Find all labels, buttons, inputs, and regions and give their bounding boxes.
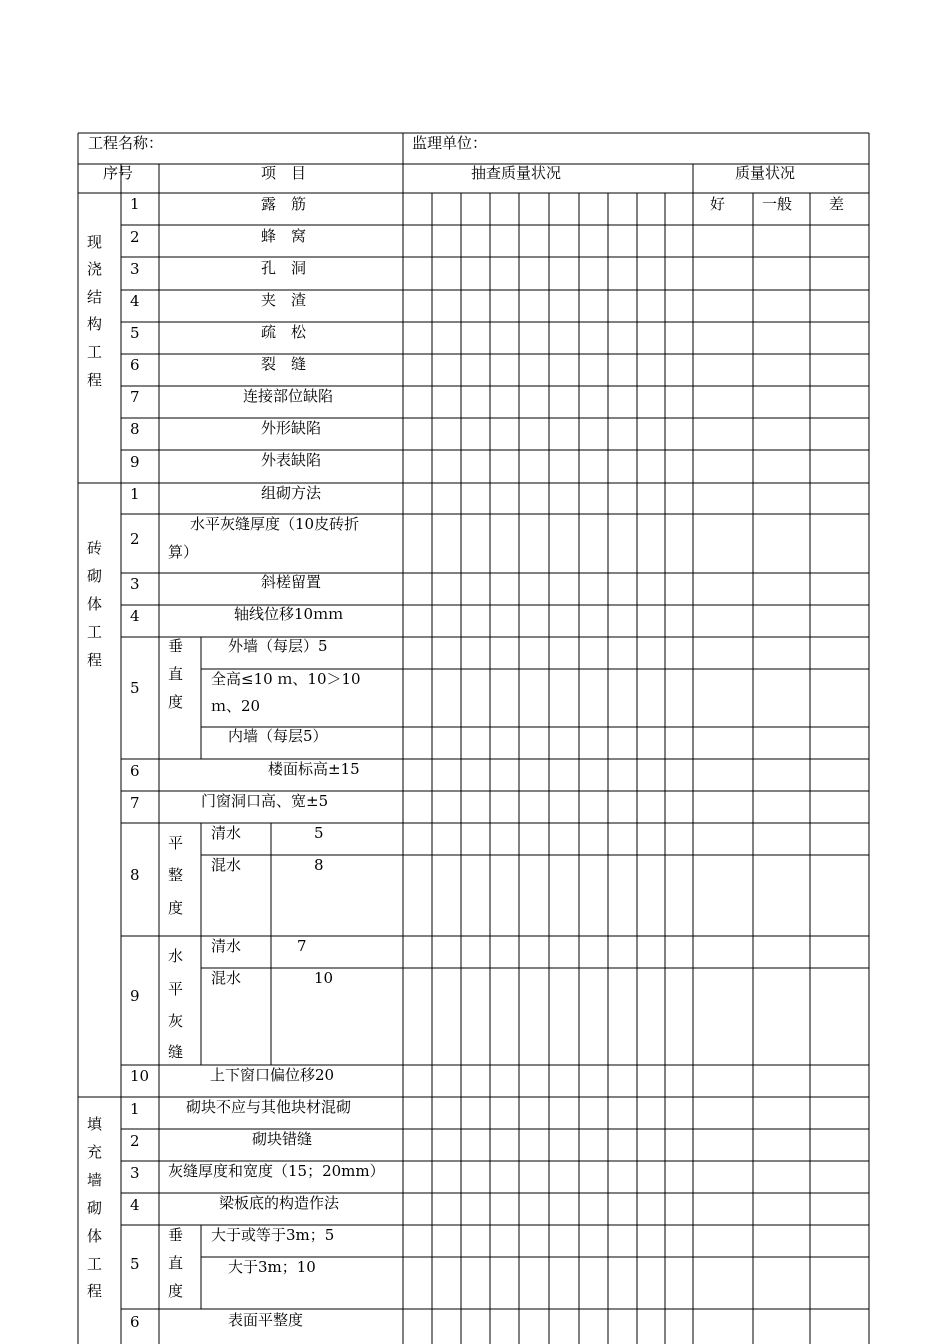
sub-row-value: 7 (297, 937, 307, 955)
sub-row-value: 8 (314, 856, 324, 874)
sub-row-label: 混水 (211, 969, 242, 987)
supervisor-label: 监理单位： (412, 134, 488, 152)
row-number: 9 (130, 453, 140, 471)
row-number: 8 (130, 866, 140, 884)
row-label: 夹 渣 (261, 291, 307, 309)
sub-row-label: 清水 (211, 824, 242, 842)
sub-row-label: 大于或等于3m；5 (211, 1226, 335, 1244)
row-label: 外形缺陷 (261, 419, 322, 437)
section-name-char: 工 (87, 343, 103, 361)
project-name-label: 工程名称： (88, 134, 164, 152)
row-number: 6 (130, 762, 140, 780)
sub-row-label: 清水 (211, 937, 242, 955)
row-number: 1 (130, 1100, 140, 1118)
row-label: 裂 缝 (261, 355, 307, 373)
row-number: 2 (130, 1132, 140, 1150)
col-header-item: 项 目 (261, 164, 307, 182)
section-name-char: 砌 (87, 567, 103, 585)
row-label: 轴线位移10ｍｍ (234, 605, 344, 623)
group-label-char: 垂 (168, 637, 184, 655)
col-header-poor: 差 (829, 195, 845, 213)
section-name-char: 砖 (87, 539, 103, 557)
section-name-char: 墙 (87, 1171, 103, 1189)
sub-row-label-line2: ｍ、20 (211, 697, 261, 715)
row-label: 疏 松 (261, 323, 307, 341)
row-number: 6 (130, 1313, 140, 1331)
row-label: 孔 洞 (261, 259, 307, 277)
group-label-char: 直 (168, 1254, 184, 1272)
row-label: 楼面标高±15 (268, 760, 360, 778)
row-number: 2 (130, 530, 140, 548)
row-label: 门窗洞口高、宽±5 (201, 792, 329, 810)
section-name-char: 现 (87, 233, 103, 251)
row-label: 组砌方法 (261, 484, 322, 502)
row-number: 7 (130, 388, 140, 406)
sub-row-label: 内墙（每层5） (228, 727, 328, 745)
row-number: 7 (130, 794, 140, 812)
section-name-char: 程 (87, 1282, 103, 1300)
col-header-quality: 质量状况 (735, 164, 796, 182)
section-name-char: 填 (87, 1115, 103, 1133)
group-label-char: 直 (168, 665, 184, 683)
row-label: 蜂 窝 (261, 227, 307, 245)
row-number: 4 (130, 292, 140, 310)
group-label-char: 度 (168, 1282, 184, 1300)
col-header-sampling: 抽查质量状况 (471, 164, 562, 182)
row-number: 4 (130, 607, 140, 625)
row-number: 6 (130, 356, 140, 374)
row-number: 10 (130, 1067, 150, 1085)
group-label-char: 整 (168, 866, 184, 884)
row-number: 3 (130, 1164, 140, 1182)
group-label-char: 度 (168, 693, 184, 711)
row-number: 3 (130, 575, 140, 593)
section-name-char: 砌 (87, 1199, 103, 1217)
section-name-char: 程 (87, 651, 103, 669)
col-header-good: 好 (710, 195, 726, 213)
group-label-char: 度 (168, 899, 184, 917)
row-label: 露 筋 (261, 195, 307, 213)
row-number: 5 (130, 1255, 140, 1273)
row-label: 梁板底的构造作法 (219, 1194, 340, 1212)
row-label: 砌块不应与其他块材混砌 (186, 1098, 352, 1116)
sub-row-value: 5 (314, 824, 324, 842)
row-number: 9 (130, 987, 140, 1005)
row-number: 8 (130, 420, 140, 438)
group-label-char: 垂 (168, 1226, 184, 1244)
section-name-char: 结 (87, 288, 103, 306)
section-name-char: 浇 (87, 260, 103, 278)
row-number: 5 (130, 324, 140, 342)
sub-row-value: 10 (314, 969, 334, 987)
row-number: 1 (130, 195, 140, 213)
col-header-seq: 序号 (103, 164, 134, 182)
row-number: 2 (130, 228, 140, 246)
section-name-char: 程 (87, 371, 103, 389)
row-number: 5 (130, 679, 140, 697)
section-name-char: 体 (87, 595, 103, 613)
sub-row-label: 混水 (211, 856, 242, 874)
group-label-char: 水 (168, 947, 184, 965)
row-label: 连接部位缺陷 (243, 387, 334, 405)
row-label-line1: 水平灰缝厚度（10皮砖折 (190, 515, 360, 533)
group-label-char: 平 (168, 980, 184, 998)
row-number: 4 (130, 1196, 140, 1214)
col-header-fair: 一般 (762, 195, 793, 213)
group-label-char: 平 (168, 834, 184, 852)
section-name-char: 工 (87, 1255, 103, 1273)
section-name-char: 工 (87, 623, 103, 641)
row-label: 斜槎留置 (261, 573, 322, 591)
row-label: 砌块错缝 (252, 1130, 313, 1148)
group-label-char: 缝 (168, 1043, 184, 1061)
section-name-char: 充 (87, 1143, 103, 1161)
row-label: 表面平整度 (228, 1311, 304, 1329)
sub-row-label: 外墙（每层）5 (228, 637, 328, 655)
row-label: 灰缝厚度和宽度（15；20mm） (168, 1162, 385, 1180)
row-number: 3 (130, 260, 140, 278)
group-label-char: 灰 (168, 1012, 184, 1030)
section-name-char: 体 (87, 1227, 103, 1245)
row-label: 上下窗口偏位移20 (210, 1066, 335, 1084)
section-name-char: 构 (87, 315, 103, 333)
row-label: 外表缺陷 (261, 451, 322, 469)
sub-row-label-line1: 全高≤10 ｍ、10＞10 (211, 670, 361, 688)
row-number: 1 (130, 485, 140, 503)
row-label-line2: 算） (168, 543, 199, 561)
sub-row-label: 大于3m；10 (228, 1258, 316, 1276)
